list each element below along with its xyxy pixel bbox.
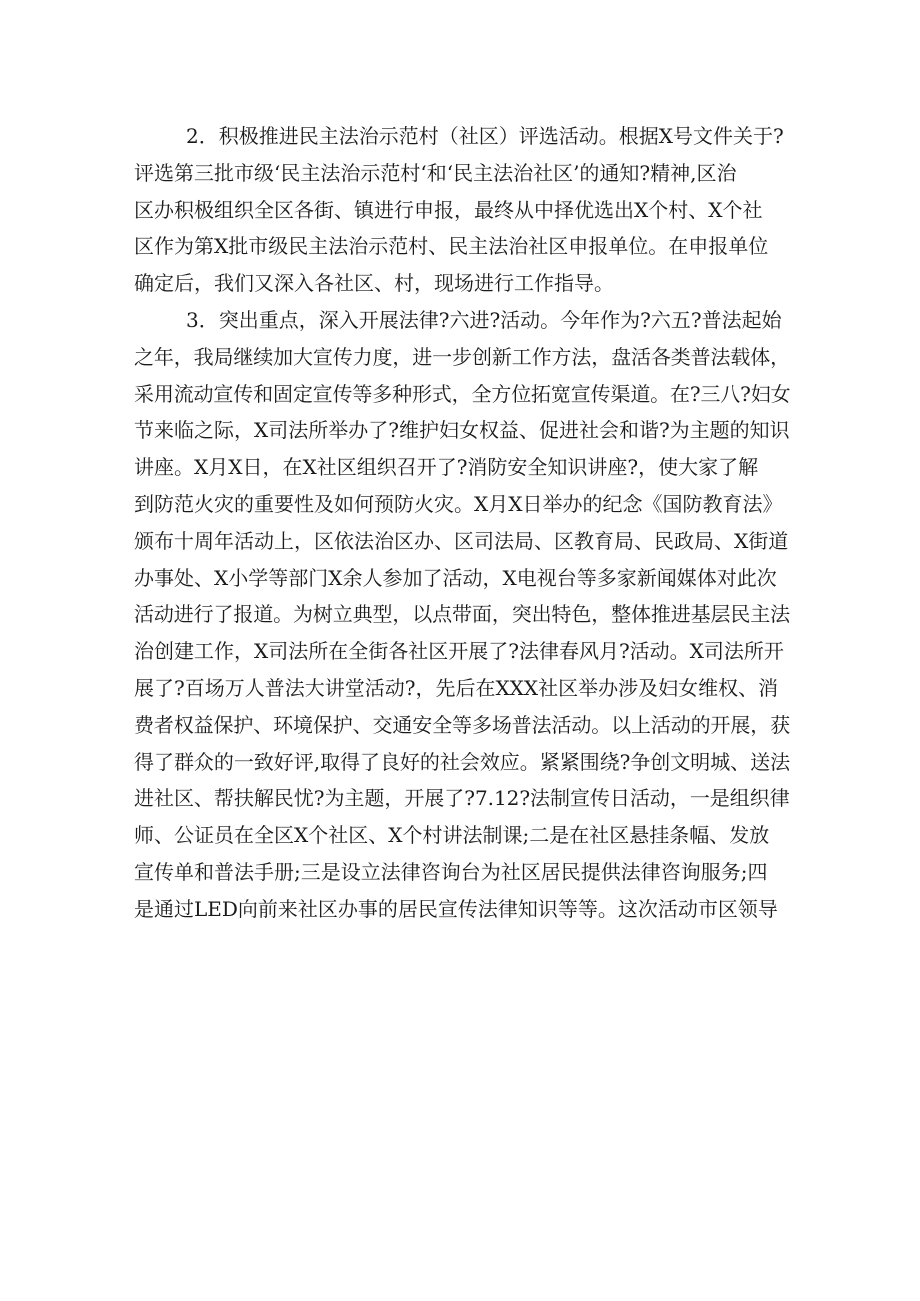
paragraph-2 (134, 118, 790, 302)
paragraph-3 (134, 302, 790, 928)
paragraph-line: 宣传单和普法手册;三是设立法律咨询台为社区居民提供法律咨询服务;四 (134, 859, 768, 884)
paragraph-line: 师、公证员在全区X个社区、X个村讲法制课;二是在社区悬挂条幅、发放 (134, 823, 770, 848)
document-body (134, 118, 790, 928)
paragraph-line: 办事处、X小学等部门X余人参加了活动，X电视台等多家新闻媒体对此次 (134, 565, 777, 590)
paragraph-line: 讲座。X月X日，在X社区组织召开了?消防安全知识讲座?，使大家了解 (134, 455, 759, 480)
paragraph-line: 治创建工作，X司法所在全街各社区开展了?法律春风月?活动。X司法所开 (134, 639, 784, 664)
paragraph-line: 活动进行了报道。为树立典型，以点带面，突出特色，整体推进基层民主法 (134, 602, 790, 627)
paragraph-line: 到防范火灾的重要性及如何预防火灾。X月X日举办的纪念《国防教育法》 (134, 491, 783, 516)
paragraph-line: 展了?百场万人普法大讲堂活动?，先后在XXX社区举办涉及妇女维权、消 (134, 675, 779, 700)
paragraph-line: 3．突出重点，深入开展法律?六进?活动。今年作为?六五?普法起始 (186, 307, 782, 332)
paragraph-line: 采用流动宣传和固定宣传等多种形式，全方位拓宽宣传渠道。在?三八?妇女 (134, 381, 791, 406)
paragraph-line: 颁布十周年活动上，区依法治区办、区司法局、区教育局、民政局、X街道 (134, 528, 789, 553)
paragraph-line: 是通过LED向前来社区办事的居民宣传法律知识等等。这次活动市区领导 (134, 896, 778, 921)
paragraph-line: 区办积极组织全区各街、镇进行申报，最终从中择优选出X个村、X个社 (134, 197, 763, 222)
paragraph-line: 之年，我局继续加大宣传力度，进一步创新工作方法，盘活各类普法载体， (134, 344, 790, 369)
paragraph-line: 费者权益保护、环境保护、交通安全等多场普法活动。以上活动的开展，获 (134, 712, 790, 737)
paragraph-line: 得了群众的一致好评,取得了良好的社会效应。紧紧围绕?争创文明城、送法 (134, 749, 791, 774)
paragraph-line: 确定后，我们又深入各社区、村，现场进行工作指导。 (134, 271, 614, 296)
paragraph-line: 节来临之际，X司法所举办了?维护妇女权益、促进社会和谐?为主题的知识 (134, 418, 790, 443)
paragraph-line: 2．积极推进民主法治示范村（社区）评选活动。根据X号文件关于? (186, 124, 784, 148)
paragraph-line: 进社区、帮扶解民忧?为主题，开展了?7.12?法制宣传日活动，一是组织律 (134, 786, 790, 811)
paragraph-line: 区作为第X批市级民主法治示范村、民主法治社区申报单位。在申报单位 (134, 234, 769, 259)
paragraph-line: 评选第三批市级‘民主法治示范村‘和‘民主法治社区’的通知?精神,区治 (134, 160, 737, 185)
